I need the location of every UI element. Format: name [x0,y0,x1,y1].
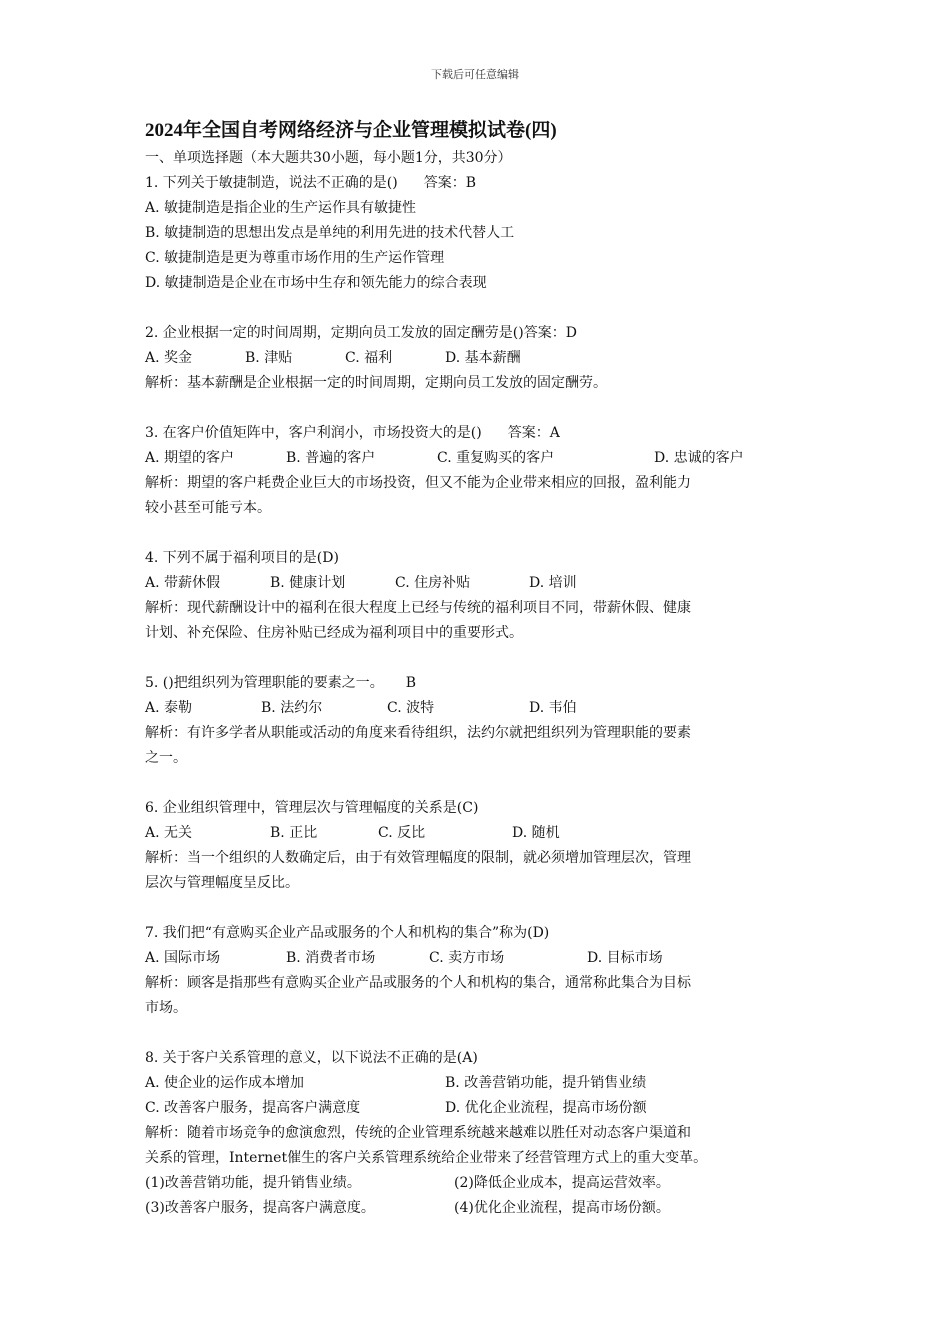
option-a: A. 无关 [145,825,193,841]
option-d: D. 敏捷制造是企业在市场中生存和领先能力的综合表现 [145,275,487,291]
option-c: C. 波特 [387,700,435,716]
option-a: A. 国际市场 [145,950,221,966]
question-7-stem: 7. 我们把“有意购买企业产品或服务的个人和机构的集合”称为(D) [145,925,550,941]
point-3: (3)改善客户服务，提高客户满意度。 [145,1200,375,1216]
option-a: A. 期望的客户 [145,450,235,466]
question-stem: 1. 下列关于敏捷制造，说法不正确的是() [145,175,398,191]
explanation: 解析：有许多学者从职能或活动的角度来看待组织，法约尔就把组织列为管理职能的要素 [145,725,691,741]
question-8-options-row1 [145,1071,825,1096]
option-b: B. 改善营销功能，提升销售业绩 [445,1075,647,1091]
question-1-stem [145,171,825,196]
option-b: B. 津贴 [245,350,293,366]
option-d: D. 培训 [529,575,577,591]
option-c: C. 住房补贴 [395,575,471,591]
answer-label: 答案：B [423,175,477,191]
question-stem: 3. 在客户价值矩阵中，客户利润小，市场投资大的是() [145,425,482,441]
question-6-options [145,821,825,846]
explanation-points-row1 [145,1171,825,1196]
question-2-stem: 2. 企业根据一定的时间周期，定期向员工发放的固定酬劳是()答案：D [145,325,577,341]
option-b: B. 消费者市场 [286,950,376,966]
option-c: C. 改善客户服务，提高客户满意度 [145,1100,361,1116]
exam-title: 2024年全国自考网络经济与企业管理模拟试卷(四) [145,120,557,141]
option-b: B. 健康计划 [270,575,346,591]
explanation-cont: 关系的管理，Internet催生的客户关系管理系统给企业带来了经营管理方式上的重大变革。 [145,1150,708,1166]
explanation-cont: 计划、补充保险、住房补贴已经成为福利项目中的重要形式。 [145,625,523,641]
option-c: C. 反比 [378,825,426,841]
question-3-stem [145,421,825,446]
option-b: B. 正比 [270,825,318,841]
question-3-options [145,446,825,471]
explanation-cont: 较小甚至可能亏本。 [145,500,271,516]
question-4-stem: 4. 下列不属于福利项目的是(D) [145,550,339,566]
explanation-cont: 层次与管理幅度呈反比。 [145,875,299,891]
option-a: A. 带薪休假 [145,575,221,591]
page-header: 下载后可任意编辑 [431,68,519,81]
point-1: (1)改善营销功能，提升销售业绩。 [145,1175,361,1191]
question-7-options [145,946,825,971]
option-d: D. 忠诚的客户 [654,450,744,466]
question-6-stem: 6. 企业组织管理中，管理层次与管理幅度的关系是(C) [145,800,479,816]
option-a: A. 使企业的运作成本增加 [145,1075,305,1091]
option-a: A. 敏捷制造是指企业的生产运作具有敏捷性 [145,200,417,216]
question-2-options [145,346,825,371]
option-d: D. 目标市场 [587,950,663,966]
explanation-cont: 之一。 [145,750,187,766]
explanation: 解析：基本薪酬是企业根据一定的时间周期，定期向员工发放的固定酬劳。 [145,375,607,391]
option-c: C. 福利 [345,350,393,366]
question-8-options-row2 [145,1096,825,1121]
option-b: B. 敏捷制造的思想出发点是单纯的利用先进的技术代替人工 [145,225,515,241]
explanation: 解析：顾客是指那些有意购买企业产品或服务的个人和机构的集合，通常称此集合为目标 [145,975,691,991]
point-4: (4)优化企业流程，提高市场份额。 [454,1200,670,1216]
explanation-cont: 市场。 [145,1000,187,1016]
explanation: 解析：当一个组织的人数确定后，由于有效管理幅度的限制，就必须增加管理层次，管理 [145,850,691,866]
option-d: D. 韦伯 [529,700,577,716]
option-c: C. 敏捷制造是更为尊重市场作用的生产运作管理 [145,250,445,266]
document-body [145,116,825,1221]
question-8-stem: 8. 关于客户关系管理的意义，以下说法不正确的是(A) [145,1050,478,1066]
section-heading: 一、单项选择题（本大题共30小题，每小题1分，共30分） [145,150,512,166]
question-4-options [145,571,825,596]
explanation: 解析：随着市场竞争的愈演愈烈，传统的企业管理系统越来越难以胜任对动态客户渠道和 [145,1125,691,1141]
option-b: B. 普遍的客户 [286,450,376,466]
option-c: C. 重复购买的客户 [437,450,555,466]
option-a: A. 泰勒 [145,700,193,716]
answer-label: B [405,675,417,691]
explanation: 解析：期望的客户耗费企业巨大的市场投资，但又不能为企业带来相应的回报，盈利能力 [145,475,691,491]
answer-label: 答案：A [507,425,560,441]
option-b: B. 法约尔 [261,700,323,716]
question-5-stem [145,671,825,696]
option-a: A. 奖金 [145,350,193,366]
option-d: D. 优化企业流程，提高市场份额 [445,1100,647,1116]
question-stem: 5. ()把组织列为管理职能的要素之一。 [145,675,384,691]
point-2: (2)降低企业成本，提高运营效率。 [454,1175,670,1191]
explanation-points-row2 [145,1196,825,1221]
explanation: 解析：现代薪酬设计中的福利在很大程度上已经与传统的福利项目不同，带薪休假、健康 [145,600,691,616]
option-d: D. 随机 [512,825,560,841]
option-c: C. 卖方市场 [429,950,505,966]
option-d: D. 基本薪酬 [445,350,521,366]
question-5-options [145,696,825,721]
